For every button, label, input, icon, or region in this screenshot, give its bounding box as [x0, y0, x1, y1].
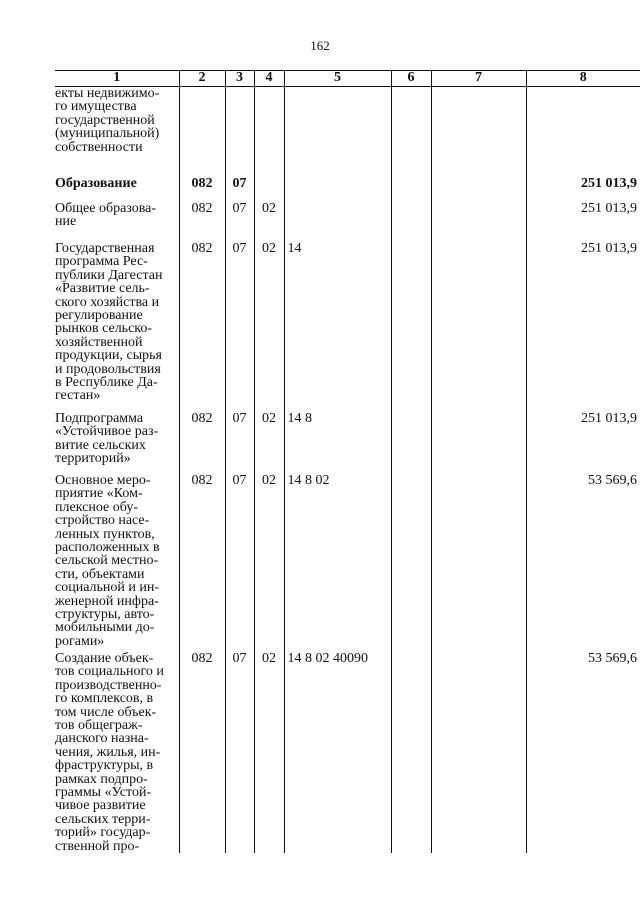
row-subsection-code — [254, 177, 284, 202]
row-target-code — [284, 177, 391, 202]
row-ministry-code: 082 — [179, 242, 225, 412]
row-target-code — [284, 87, 391, 178]
row-column-7 — [431, 177, 526, 202]
table-row — [55, 412, 640, 474]
row-name: Общее образова- ние — [55, 201, 157, 230]
row-amount: 251 013,9 — [526, 412, 640, 474]
table-header-row — [55, 71, 640, 87]
row-section-code: 07 — [225, 242, 254, 412]
row-section-code: 07 — [225, 202, 254, 242]
row-column-7 — [431, 412, 526, 474]
column-header-4: 4 — [254, 71, 284, 87]
row-ministry-code: 082 — [179, 177, 225, 202]
budget-table — [55, 70, 640, 853]
row-name: Создание объек- тов социального и производственно- го комплексов, в том числе объек- тов общеграж- данского назна- чения, жилья, ин- фраструктуры, в рамках подпро- граммы «Устой- чивое развитие сельских терри- торий» государ- ственной про- — [55, 651, 164, 854]
row-expense-type — [391, 202, 431, 242]
row-target-code: 14 8 02 40090 — [284, 652, 391, 853]
column-header-5: 5 — [284, 71, 391, 87]
row-ministry-code: 082 — [179, 202, 225, 242]
row-ministry-code: 082 — [179, 652, 225, 853]
row-section-code: 07 — [225, 177, 254, 202]
page-number: 162 — [310, 38, 330, 53]
row-column-7 — [431, 87, 526, 178]
table-row — [55, 202, 640, 242]
row-amount: 251 013,9 — [526, 202, 640, 242]
row-expense-type — [391, 474, 431, 652]
row-expense-type — [391, 652, 431, 853]
row-name: Образование — [55, 176, 137, 191]
row-amount: 251 013,9 — [526, 177, 640, 202]
row-subsection-code: 02 — [254, 474, 284, 652]
row-target-code: 14 8 02 — [284, 474, 391, 652]
column-header-6: 6 — [391, 71, 431, 87]
row-target-code — [284, 202, 391, 242]
row-column-7 — [431, 242, 526, 412]
row-target-code: 14 — [284, 242, 391, 412]
row-subsection-code: 02 — [254, 202, 284, 242]
row-subsection-code — [254, 87, 284, 178]
row-amount: 53 569,6 — [526, 474, 640, 652]
table-row — [55, 652, 640, 853]
row-subsection-code: 02 — [254, 412, 284, 474]
column-header-2: 2 — [179, 71, 225, 87]
table-row — [55, 474, 640, 652]
table-row — [55, 242, 640, 412]
column-header-7: 7 — [431, 71, 526, 87]
row-section-code — [225, 87, 254, 178]
row-subsection-code: 02 — [254, 242, 284, 412]
table-row — [55, 87, 640, 178]
row-column-7 — [431, 652, 526, 853]
row-column-7 — [431, 202, 526, 242]
row-expense-type — [391, 177, 431, 202]
row-expense-type — [391, 87, 431, 178]
row-target-code: 14 8 — [284, 412, 391, 474]
row-section-code: 07 — [225, 652, 254, 853]
row-subsection-code: 02 — [254, 652, 284, 853]
row-expense-type — [391, 412, 431, 474]
table-row — [55, 177, 640, 202]
row-amount: 53 569,6 — [526, 652, 640, 853]
row-name: Основное меро- приятие «Ком- плексное обу- стройство насе- ленных пунктов, расположенных в сельской местно- сти, объектами социальной и ин- женерной инфра- структуры, авто- мобильными до- рогами» — [55, 473, 160, 649]
row-name: Государственная программа Рес- публики Дагестан «Развитие сель- ского хозяйства и регулирование рынков сельско- хозяйственной продукции, сырья и продовольствия в Республике Да- гестан» — [55, 241, 163, 404]
column-header-1: 1 — [55, 71, 179, 87]
row-section-code: 07 — [225, 412, 254, 474]
row-name: Подпрограмма «Устойчивое раз- витие сельских территорий» — [55, 411, 159, 467]
row-ministry-code — [179, 87, 225, 178]
column-header-8: 8 — [526, 71, 640, 87]
row-ministry-code: 082 — [179, 412, 225, 474]
row-amount: 251 013,9 — [526, 242, 640, 412]
row-column-7 — [431, 474, 526, 652]
row-name: екты недвижимо- го имущества государственной (муниципальной) собственности — [55, 86, 160, 155]
row-section-code: 07 — [225, 474, 254, 652]
column-header-3: 3 — [225, 71, 254, 87]
row-ministry-code: 082 — [179, 474, 225, 652]
row-amount — [526, 87, 640, 178]
row-expense-type — [391, 242, 431, 412]
